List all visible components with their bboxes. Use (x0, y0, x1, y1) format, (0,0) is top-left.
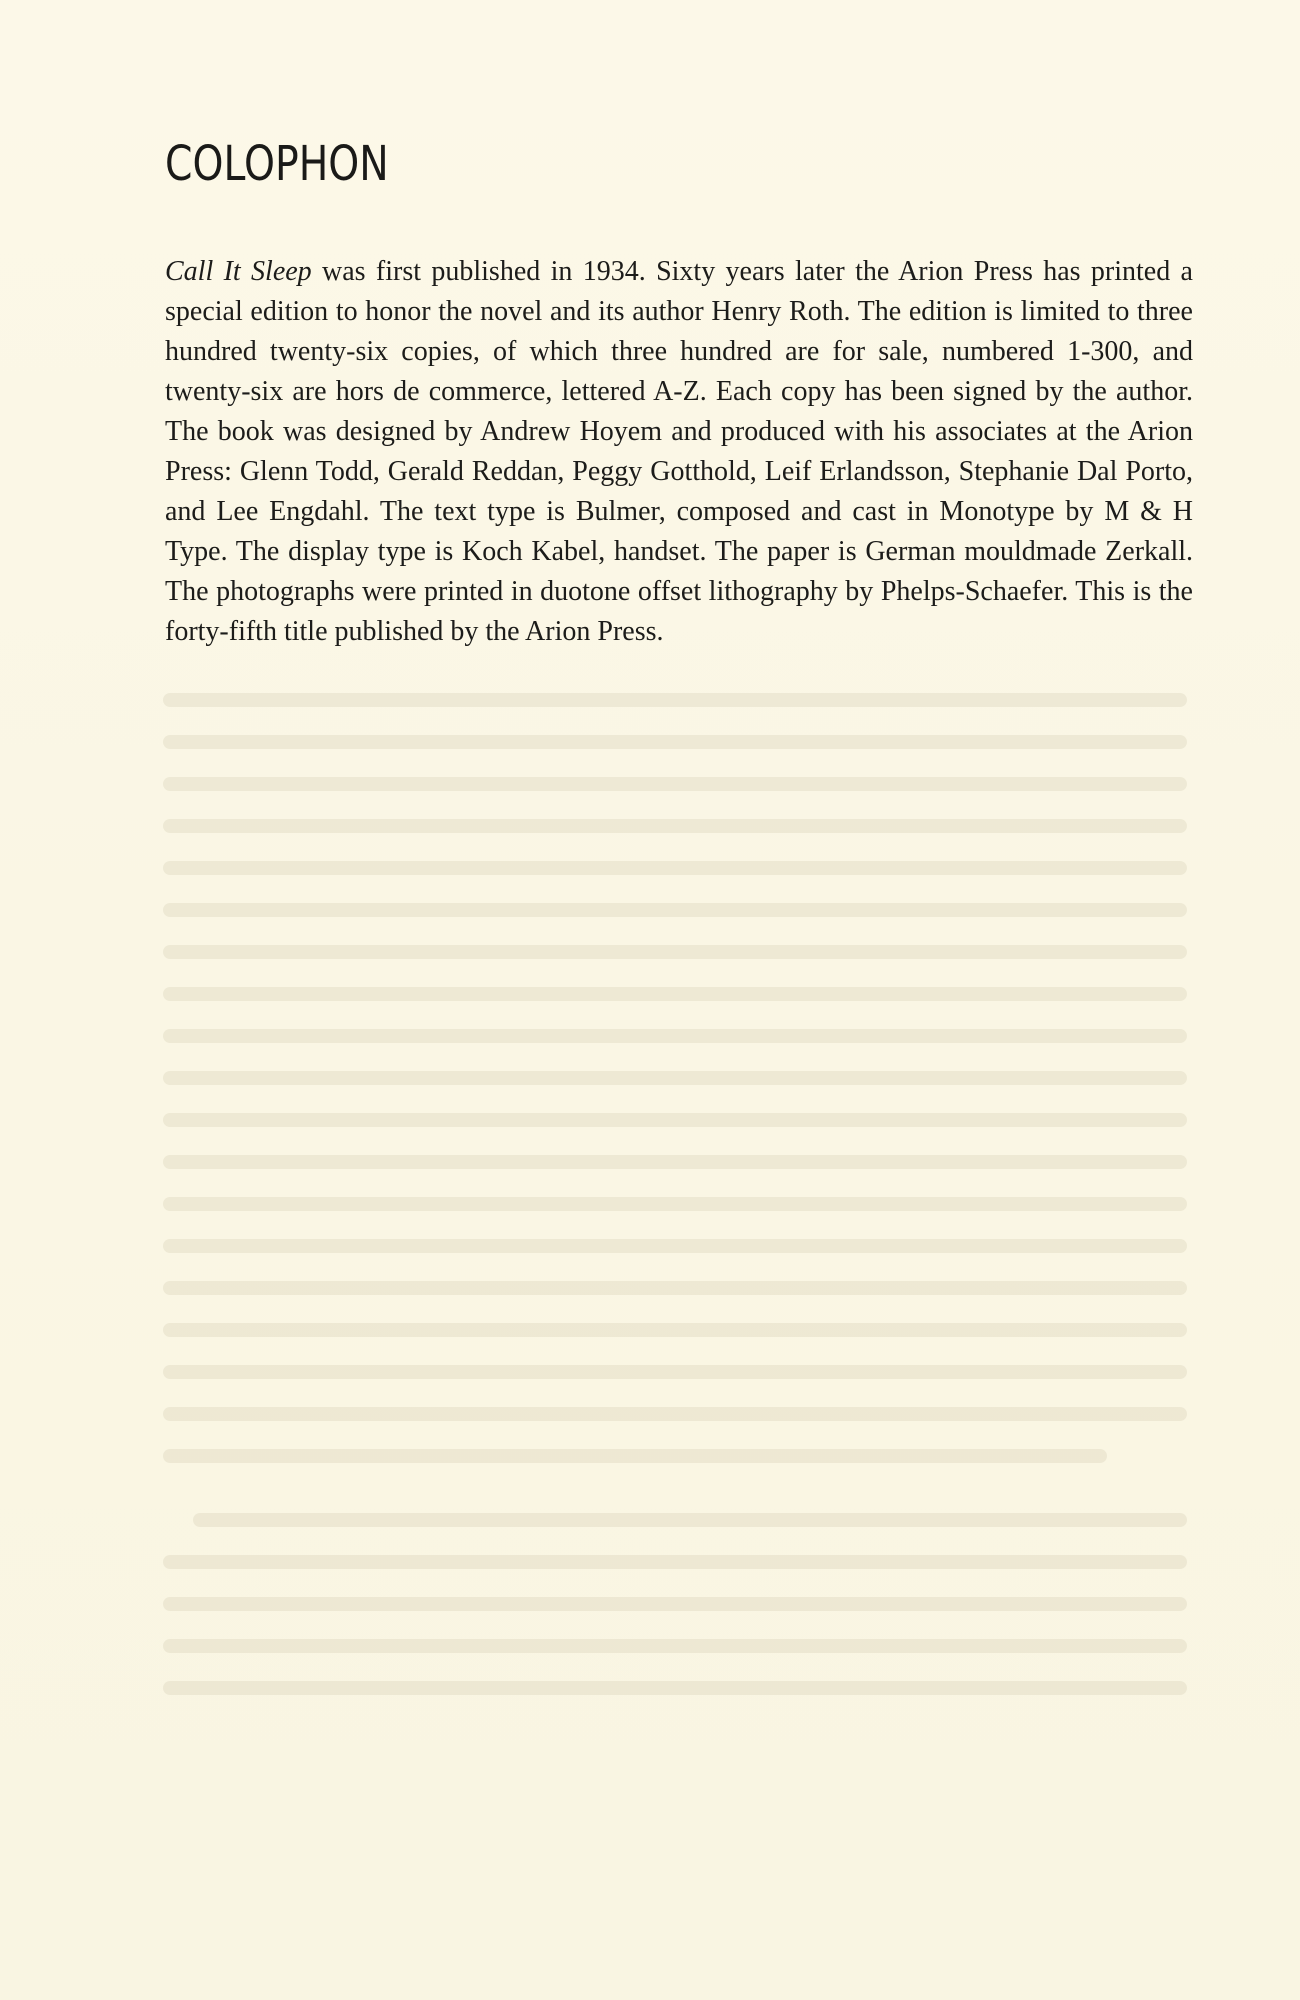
book-title: Call It Sleep (165, 256, 312, 287)
page-title: COLOPHON (165, 136, 389, 192)
colophon-paragraph (165, 252, 1193, 652)
colophon-text: was first published in 1934. Sixty years later the Arion Press has printed a special edition to honor the novel and its author Henry Roth. The edition is limited to three hundred twenty-six copies, of which three hundred are for sale, numbered 1-300, and twenty-six are hors de commerce, lettered A-Z. Each copy has been signed by the author. The book was designed by Andrew Hoyem and produced with his associates at the Arion Press: Glenn Todd, Gerald Reddan, Peggy Gotthold, Leif Erlandsson, Stephanie Dal Porto, and Lee Engdahl. The text type is Bulmer, composed and cast in Monotype by M & H Type. The display type is Koch Kabel, handset. The paper is German mouldmade Zerkall. The photographs were printed in duotone offset lithography by Phelps-Schaefer. This is the forty-fifth title published by the Arion Press. (165, 256, 1193, 647)
